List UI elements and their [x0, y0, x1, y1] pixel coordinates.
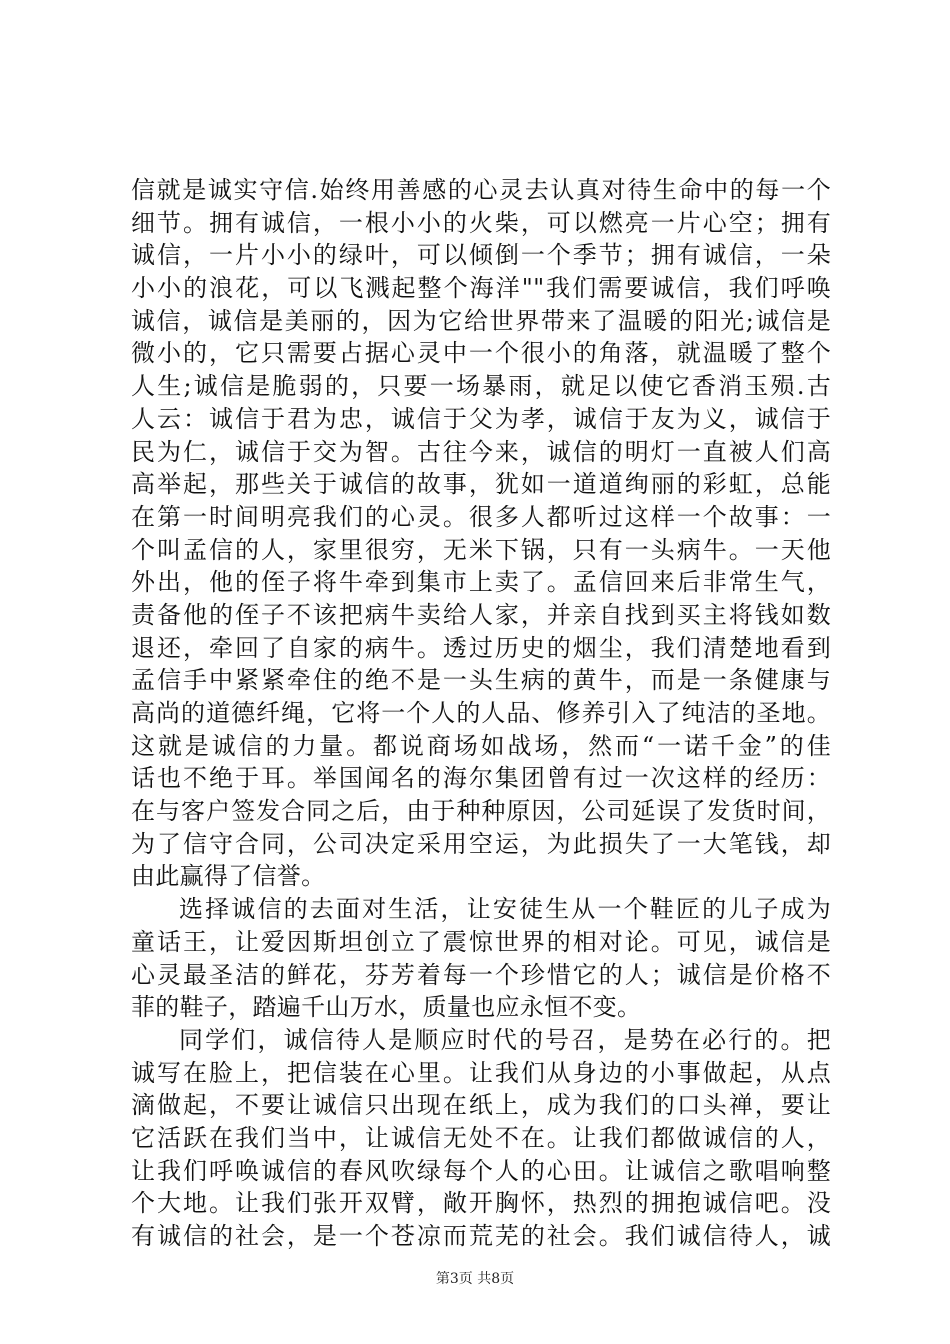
text-line: 它活跃在我们当中，让诚信无处不在。让我们都做诚信的人， [131, 1123, 831, 1152]
text-line: 滴做起，不要让诚信只出现在纸上，成为我们的口头禅，要让 [131, 1091, 831, 1120]
text-line: 微小的，它只需要占据心灵中一个很小的角落，就温暖了整个 [131, 339, 831, 368]
text-line: 由此赢得了信誉。 [131, 862, 326, 891]
text-line: 诚写在脸上，把信装在心里。让我们从身边的小事做起，从点 [131, 1058, 831, 1087]
text-line: 高尚的道德纤绳，它将一个人的人品、修养引入了纯洁的圣地。 [131, 699, 831, 727]
text-line: 为了信守合同，公司决定采用空运，为此损失了一大笔钱，却 [131, 829, 831, 858]
text-line: 童话王，让爱因斯坦创立了震惊世界的相对论。可见，诚信是 [131, 927, 831, 956]
paragraph [131, 1024, 831, 1253]
text-line: 退还，牵回了自家的病牛。透过历史的烟尘，我们清楚地看到 [131, 633, 831, 662]
text-line: 人云：诚信于君为忠，诚信于父为孝，诚信于友为义，诚信于 [131, 404, 831, 433]
body-text [131, 174, 831, 1253]
text-line: 民为仁，诚信于交为智。古往今来，诚信的明灯一直被人们高 [131, 437, 831, 466]
text-line: 心灵最圣洁的鲜花，芬芳着每一个珍惜它的人；诚信是价格不 [131, 960, 831, 989]
text-line: 个叫孟信的人，家里很穷，无米下锅，只有一头病牛。一天他 [131, 535, 831, 564]
text-line: 小小的浪花，可以飞溅起整个海洋""我们需要诚信，我们呼唤 [131, 274, 831, 303]
text-line: 让我们呼唤诚信的春风吹绿每个人的心田。让诚信之歌唱响整 [131, 1156, 831, 1185]
paragraph [131, 893, 831, 1024]
text-line: 这就是诚信的力量。都说商场如战场，然而“一诺千金”的佳 [131, 731, 831, 760]
text-line: 诚信，诚信是美丽的，因为它给世界带来了温暖的阳光;诚信是 [131, 306, 831, 335]
text-line: 信就是诚实守信.始终用善感的心灵去认真对待生命中的每一个 [131, 176, 831, 204]
text-line: 细节。拥有诚信，一根小小的火柴，可以燃亮一片心空；拥有 [131, 208, 831, 237]
text-line: 人生;诚信是脆弱的，只要一场暴雨，就足以使它香消玉殒.古 [131, 372, 831, 401]
text-line: 菲的鞋子，踏遍千山万水，质量也应永恒不变。 [131, 993, 642, 1022]
text-line: 话也不绝于耳。举国闻名的海尔集团曾有过一次这样的经历： [131, 764, 831, 793]
text-line: 选择诚信的去面对生活，让安徒生从一个鞋匠的儿子成为 [179, 895, 831, 924]
text-line: 同学们，诚信待人是顺应时代的号召，是势在必行的。把 [179, 1025, 831, 1054]
paragraph [131, 174, 831, 893]
text-line: 在第一时间明亮我们的心灵。很多人都听过这样一个故事：一 [131, 502, 831, 531]
text-line: 在与客户签发合同之后，由于种种原因，公司延误了发货时间， [131, 797, 831, 826]
text-line: 有诚信的社会，是一个苍凉而荒芜的社会。我们诚信待人，诚 [131, 1222, 831, 1250]
text-line: 责备他的侄子不该把病牛卖给人家，并亲自找到买主将钱如数 [131, 600, 831, 629]
text-line: 高举起，那些关于诚信的故事，犹如一道道绚丽的彩虹，总能 [131, 470, 831, 499]
text-line: 个大地。让我们张开双臂，敞开胸怀，热烈的拥抱诚信吧。没 [131, 1189, 831, 1218]
page-number-footer: 第3页 共8页 [435, 1271, 515, 1287]
text-line: 孟信手中紧紧牵住的绝不是一头生病的黄牛，而是一条健康与 [131, 666, 831, 695]
text-line: 诚信，一片小小的绿叶，可以倾倒一个季节；拥有诚信，一朵 [131, 241, 831, 270]
text-line: 外出，他的侄子将牛牵到集市上卖了。孟信回来后非常生气， [131, 568, 831, 597]
